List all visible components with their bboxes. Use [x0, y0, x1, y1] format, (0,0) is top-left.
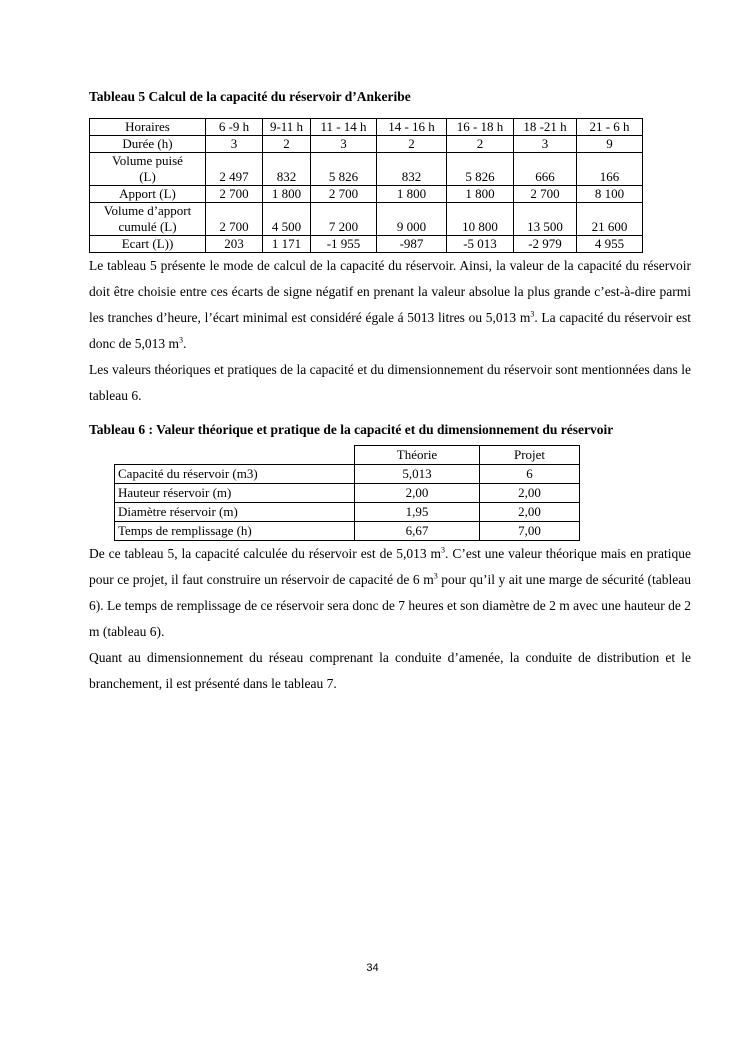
table5-cell: -2 979 — [514, 236, 577, 253]
table5-col-header: 6 -9 h — [206, 119, 263, 136]
table5-cell: 9 — [577, 136, 643, 153]
table6-header-row — [115, 446, 580, 465]
table6-cell-projet: 2,00 — [480, 503, 580, 522]
paragraph-2: Les valeurs théoriques et pratiques de la capacité et du dimensionnement du réservoir sont mentionnées dans le tableau 6. — [89, 362, 691, 403]
table6-row — [115, 522, 580, 541]
paragraph-1-text-b: . La capacité du réservoir est donc de 5,013 m — [89, 310, 691, 351]
table6-row — [115, 484, 580, 503]
table5-header-label: Horaires — [90, 119, 206, 136]
table5-cell: 2 — [447, 136, 514, 153]
table5-cell: -5 013 — [447, 236, 514, 253]
superscript: 3 — [179, 335, 183, 345]
table5-cell: 3 — [311, 136, 377, 153]
table5-cell: 2 700 — [514, 186, 577, 203]
table5-caption: Tableau 5 Calcul de la capacité du réservoir d’Ankeribe — [89, 89, 411, 104]
table5-cell: 1 800 — [263, 186, 311, 203]
superscript: 3 — [441, 545, 446, 555]
table5-cell: 10 800 — [447, 203, 514, 236]
table5-cell: 2 700 — [206, 203, 263, 236]
table5-cell: 3 — [514, 136, 577, 153]
superscript: 3 — [530, 309, 535, 319]
table5-row — [90, 236, 643, 253]
table5-cell: 2 700 — [206, 186, 263, 203]
table5-cell: 4 955 — [577, 236, 643, 253]
table6-empty-corner — [115, 446, 355, 465]
table6-cell-projet: 7,00 — [480, 522, 580, 541]
table5-col-header: 18 -21 h — [514, 119, 577, 136]
table5-cell: 7 200 — [311, 203, 377, 236]
table5-header-row — [90, 119, 643, 136]
table6-row — [115, 503, 580, 522]
table5-row-label-line2: cumulé (L) — [118, 219, 177, 234]
table5-col-header: 21 - 6 h — [577, 119, 643, 136]
table6-cell-projet: 6 — [480, 465, 580, 484]
table5-cell: 21 600 — [577, 203, 643, 236]
table5-cell: 666 — [514, 153, 577, 186]
table5-row-label: Durée (h) — [90, 136, 206, 153]
table5-cell: 1 800 — [377, 186, 447, 203]
paragraph-3-text-c: pour qu’il y ait une marge de sécurité (tableau 6). Le temps de remplissage de ce réservoir sera donc de 7 heures et son diamètre de 2 m avec une hauteur de 2 m (tableau 6). — [89, 572, 692, 639]
table5-cell: 2 — [377, 136, 447, 153]
table6-row-label: Capacité du réservoir (m3) — [115, 465, 355, 484]
page-number: 34 — [366, 962, 379, 974]
table6-row — [115, 465, 580, 484]
table5-row — [90, 203, 643, 236]
table5-row — [90, 153, 643, 186]
table5-cell: 5 826 — [311, 153, 377, 186]
table5-cell: 832 — [263, 153, 311, 186]
paragraph-3-text-b: . C’est une valeur théorique mais en pratique pour ce projet, il faut construire un réservoir de capacité de 6 m — [89, 546, 691, 587]
table6-cell-projet: 2,00 — [480, 484, 580, 503]
document-page — [89, 88, 691, 697]
table5-cell: -1 955 — [311, 236, 377, 253]
table5-row-label-line1: Volume d’apport — [103, 203, 192, 218]
table5-col-header: 16 - 18 h — [447, 119, 514, 136]
table5-cell: 2 — [263, 136, 311, 153]
table5-cell: 203 — [206, 236, 263, 253]
table6-caption: Tableau 6 : Valeur théorique et pratique de la capacité et du dimensionnement du réservoir — [89, 422, 614, 437]
table6-row-label: Hauteur réservoir (m) — [115, 484, 355, 503]
table5-row — [90, 136, 643, 153]
table5-cell: 9 000 — [377, 203, 447, 236]
table6-cell-theorie: 6,67 — [355, 522, 480, 541]
table5-col-header: 9-11 h — [263, 119, 311, 136]
paragraph-3-text-a: De ce tableau 5, la capacité calculée du réservoir est de 5,013 m — [89, 546, 442, 561]
table5-cell: 2 700 — [311, 186, 377, 203]
table5-row-label — [90, 203, 206, 236]
table5-cell: 832 — [377, 153, 447, 186]
table5-row-label: Apport (L) — [90, 186, 206, 203]
table5-cell: 8 100 — [577, 186, 643, 203]
table6-cell-theorie: 1,95 — [355, 503, 480, 522]
table6-col-projet: Projet — [480, 446, 580, 465]
table5-cell: 3 — [206, 136, 263, 153]
paragraph-1-text-a: Le tableau 5 présente le mode de calcul de la capacité du réservoir. Ainsi, la valeur de la capacité du réservoir doit être choisie entre ces écarts de signe négatif en prenant la valeur absolue la plus grande c’est-à-dire parmi les tranches d’heure, l’écart minimal est considéré égale á 5013 litres ou 5,013 m — [89, 258, 691, 325]
paragraph-1-text-c: . — [183, 336, 187, 351]
table5-cell: 4 500 — [263, 203, 311, 236]
table5-row — [90, 186, 643, 203]
table5-col-header: 14 - 16 h — [377, 119, 447, 136]
table6-col-theorie: Théorie — [355, 446, 480, 465]
table6-cell-theorie: 2,00 — [355, 484, 480, 503]
table5-row-label-line2: (L) — [139, 169, 156, 184]
table5-col-header: 11 - 14 h — [311, 119, 377, 136]
table5-cell: 166 — [577, 153, 643, 186]
table6 — [114, 445, 580, 541]
table6-cell-theorie: 5,013 — [355, 465, 480, 484]
table5-row-label: Ecart (L)) — [90, 236, 206, 253]
table5 — [89, 118, 643, 253]
table5-row-label — [90, 153, 206, 186]
table6-row-label: Temps de remplissage (h) — [115, 522, 355, 541]
table5-cell: 2 497 — [206, 153, 263, 186]
table5-row-label-line1: Volume puisé — [112, 153, 183, 168]
table5-cell: 5 826 — [447, 153, 514, 186]
paragraph-1 — [89, 253, 691, 357]
table6-row-label: Diamètre réservoir (m) — [115, 503, 355, 522]
paragraph-4: Quant au dimensionnement du réseau comprenant la conduite d’amenée, la conduite de distribution et le branchement, il est présenté dans le tableau 7. — [89, 650, 691, 691]
paragraph-3 — [89, 541, 691, 645]
table5-cell: 1 171 — [263, 236, 311, 253]
superscript: 3 — [433, 571, 438, 581]
table5-cell: 13 500 — [514, 203, 577, 236]
table5-cell: 1 800 — [447, 186, 514, 203]
table5-cell: -987 — [377, 236, 447, 253]
